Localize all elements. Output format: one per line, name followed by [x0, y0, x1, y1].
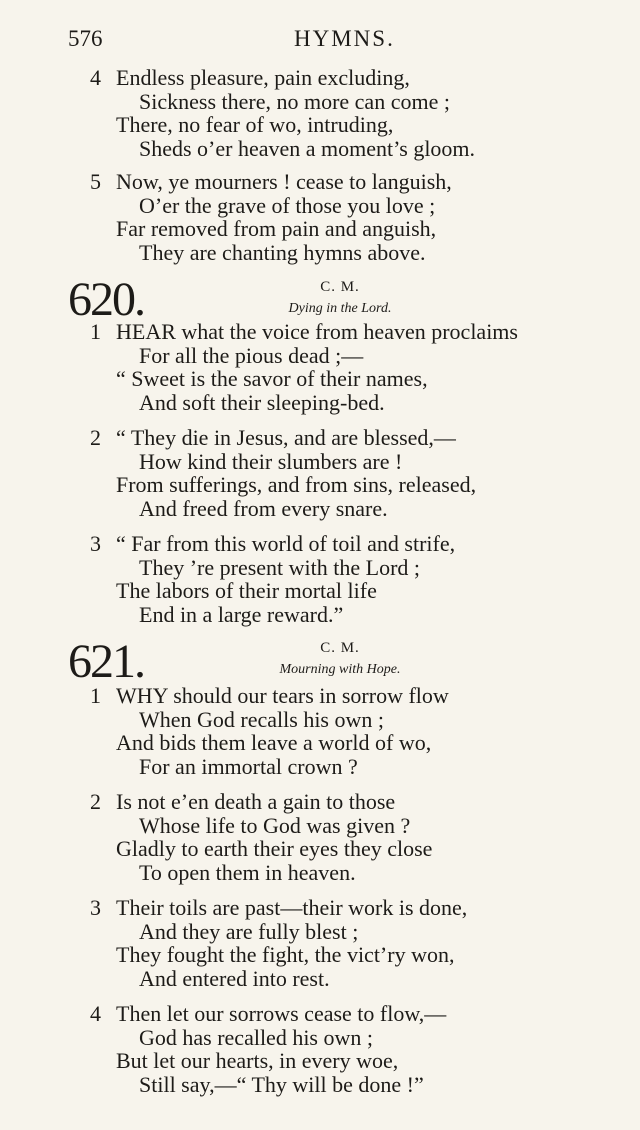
stanza: [0, 896, 640, 990]
hymn-number: 621.: [68, 635, 144, 688]
stanza-number: 2: [90, 789, 101, 814]
verse-line: End in a large reward.”: [139, 601, 344, 627]
stanza: [0, 170, 640, 264]
verse-line: “ Far from this world of toil and strife,: [116, 531, 456, 556]
stanza: [0, 66, 640, 160]
hymn-subtitle: Dying in the Lord.: [288, 301, 392, 316]
verse-line: They fought the fight, the vict’ry won,: [116, 942, 455, 967]
stanza: [0, 790, 640, 884]
stanza-number: 2: [90, 425, 101, 450]
verse-line: WHY should our tears in sorrow flow: [116, 683, 449, 708]
verse-line: They ’re present with the Lord ;: [139, 554, 421, 580]
verse-line: Far removed from pain and anguish,: [116, 216, 437, 241]
verse-line: But let our hearts, in every woe,: [116, 1048, 399, 1073]
stanza-number: 4: [90, 1001, 101, 1026]
stanza-number: 1: [90, 683, 101, 708]
verse-line: From sufferings, and from sins, released,: [116, 472, 477, 497]
hymn-meter: C. M.: [320, 279, 360, 295]
verse-line: Still say,—“ Thy will be done !”: [139, 1071, 424, 1097]
verse-line: Whose life to God was given ?: [139, 812, 411, 838]
verse-line: O’er the grave of those you love ;: [139, 192, 436, 218]
verse-line: Sickness there, no more can come ;: [139, 88, 450, 114]
verse-line: “ Sweet is the savor of their names,: [116, 366, 428, 391]
verse-line: And they are fully blest ;: [139, 918, 359, 944]
verse-line: And freed from every snare.: [139, 495, 388, 521]
stanza: [0, 684, 640, 778]
verse-line: When God recalls his own ;: [139, 706, 384, 732]
verse-line: How kind their slumbers are !: [139, 448, 403, 474]
verse-line: Then let our sorrows cease to flow,—: [116, 1001, 447, 1026]
verse-line: And bids them leave a world of wo,: [116, 730, 432, 755]
verse-line: There, no fear of wo, intruding,: [116, 112, 394, 137]
verse-line: And soft their sleeping-bed.: [139, 389, 385, 415]
stanza: [0, 320, 640, 414]
verse-line: Endless pleasure, pain excluding,: [116, 65, 410, 90]
verse-line: And entered into rest.: [139, 965, 330, 991]
running-head: HYMNS.: [294, 26, 395, 51]
verse-line: Now, ye mourners ! cease to languish,: [116, 169, 452, 194]
stanza-number: 4: [90, 65, 101, 90]
stanza: [0, 426, 640, 520]
verse-line: Is not e’en death a gain to those: [116, 789, 396, 814]
stanza-number: 1: [90, 319, 101, 344]
stanza-number: 3: [90, 895, 101, 920]
verse-line: For all the pious dead ;—: [139, 342, 364, 368]
hymn-meter: C. M.: [320, 640, 360, 656]
verse-line: HEAR what the voice from heaven proclaims: [116, 319, 518, 344]
verse-line: Their toils are past—their work is done,: [116, 895, 468, 920]
hymn-number: 620.: [68, 273, 144, 326]
verse-line: “ They die in Jesus, and are blessed,—: [116, 425, 456, 450]
stanza: [0, 1002, 640, 1096]
page-number: 576: [68, 26, 103, 51]
verse-line: Gladly to earth their eyes they close: [116, 836, 433, 861]
verse-line: The labors of their mortal life: [116, 578, 377, 603]
verse-line: To open them in heaven.: [139, 859, 356, 885]
hymn-subtitle: Mourning with Hope.: [279, 662, 401, 677]
stanza: [0, 532, 640, 626]
verse-line: For an immortal crown ?: [139, 753, 358, 779]
verse-line: Sheds o’er heaven a moment’s gloom.: [139, 135, 476, 161]
verse-line: They are chanting hymns above.: [139, 239, 426, 265]
verse-line: God has recalled his own ;: [139, 1024, 373, 1050]
stanza-number: 5: [90, 169, 101, 194]
stanza-number: 3: [90, 531, 101, 556]
